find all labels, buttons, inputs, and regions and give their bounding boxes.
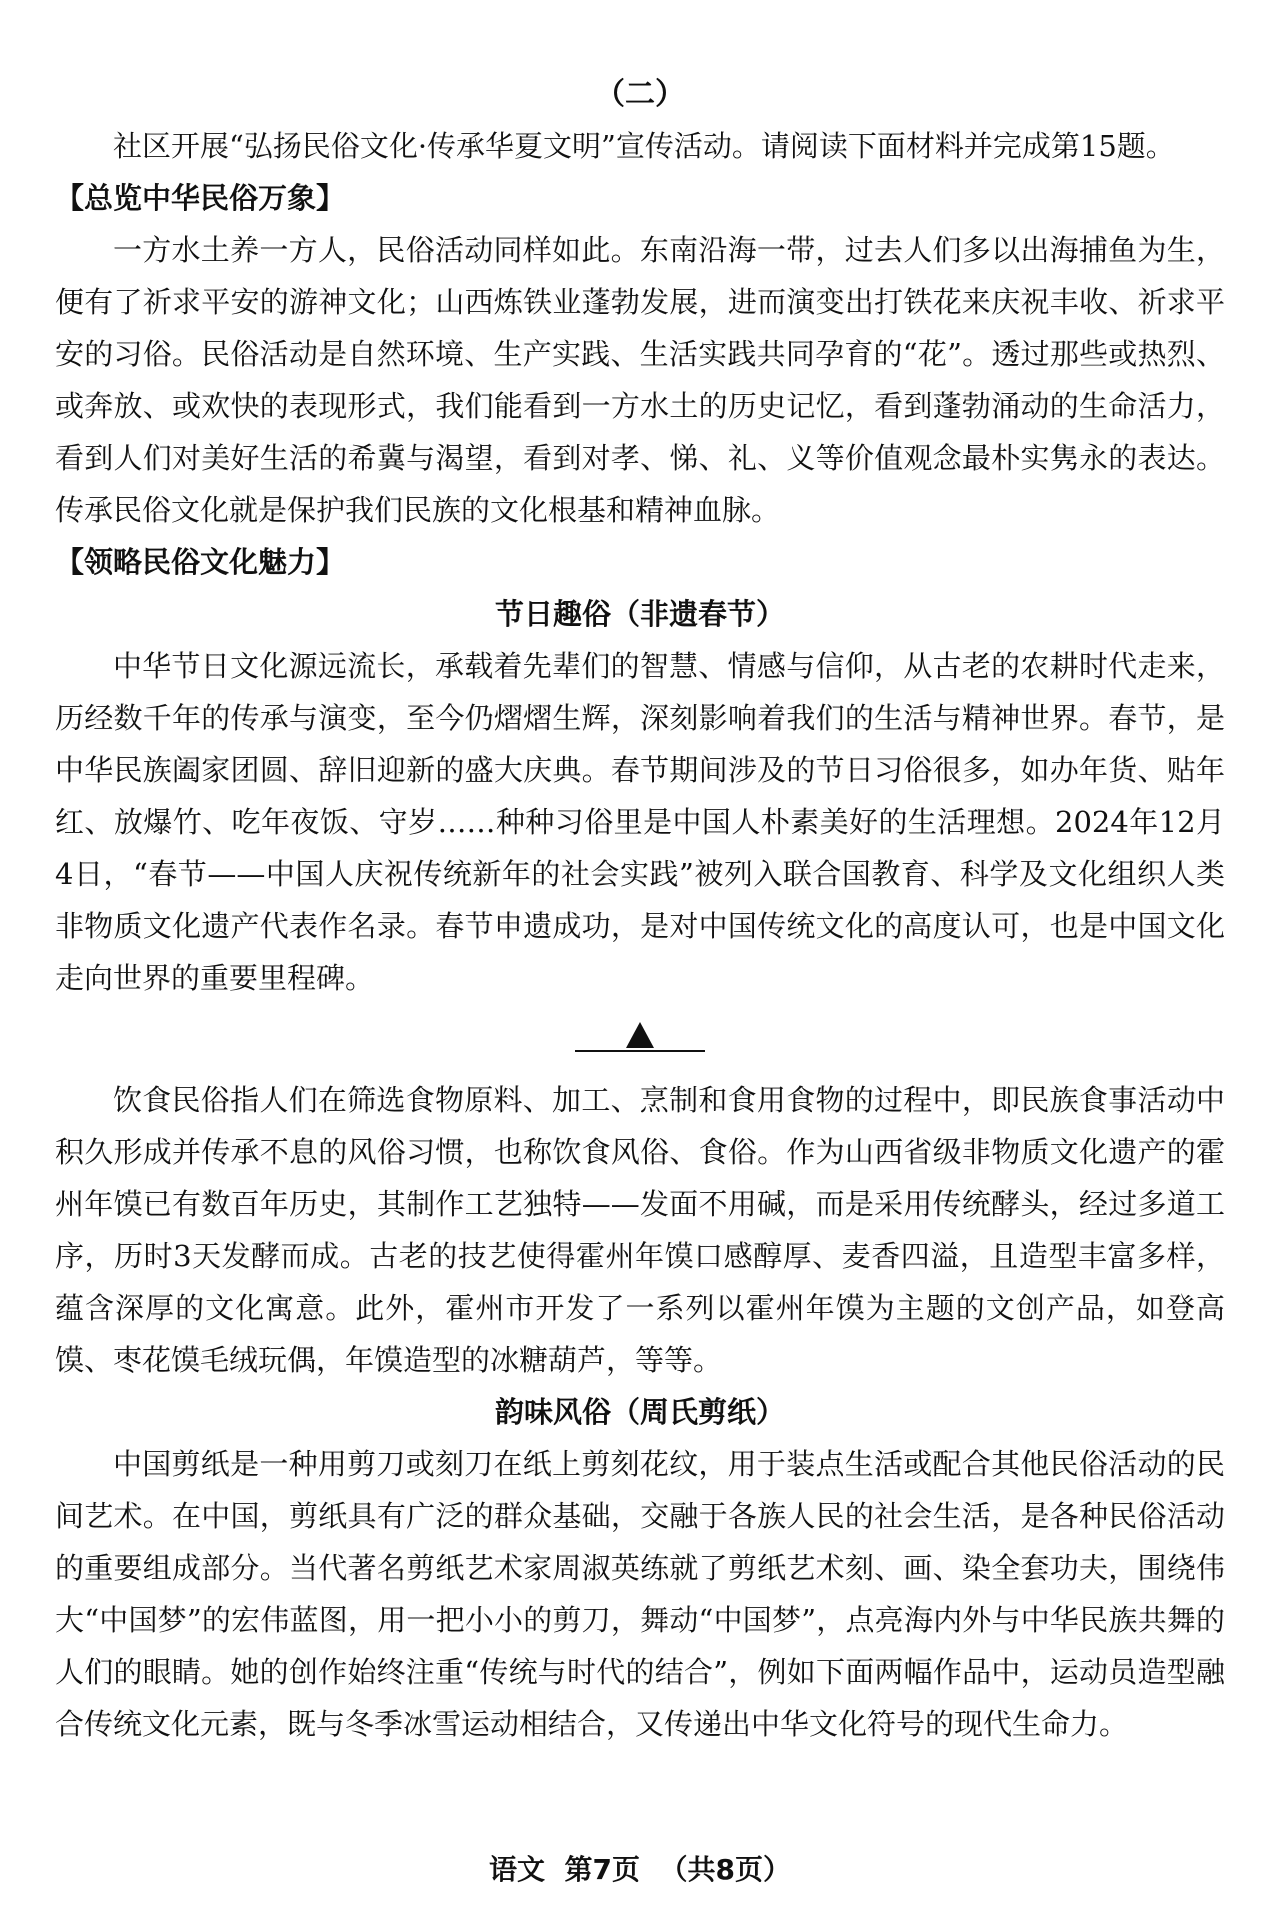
divider-line bbox=[575, 1050, 705, 1052]
part2-heading: 【领略民俗文化魅力】 bbox=[55, 545, 346, 579]
page-footer: 语文 第7页 （共8页） bbox=[489, 1853, 791, 1886]
festival-title: 节日趣俗（非遗春节） bbox=[494, 597, 785, 631]
triangle-divider bbox=[55, 1010, 1225, 1070]
papercut-paragraph: 中国剪纸是一种用剪刀或刻刀在纸上剪刻花纹，用于装点生活或配合其他民俗活动的民间艺术。在中国，剪纸具有广泛的群众基础，交融于各族人民的社会生活，是各种民俗活动的重要组成部分。当代著名剪纸艺术家周淑英练就了剪纸艺术刻、画、染全套功夫，围绕伟大“中国梦”的宏伟蓝图，用一把小小的剪刀，舞动“中国梦”，点亮海内外与中华民族共舞的人们的眼睛。她的创作始终注重“传统与时代的结合”，例如下面两幅作品中，运动员造型融合传统文化元素，既与冬季冰雪运动相结合，又传递出中华文化符号的现代生命力。 bbox=[55, 1447, 1225, 1741]
part1-heading: 【总览中华民俗万象】 bbox=[55, 181, 346, 215]
exam-page bbox=[55, 70, 1225, 1750]
festival-paragraph: 中华节日文化源远流长，承载着先辈们的智慧、情感与信仰，从古老的农耕时代走来，历经数千年的传承与演变，至今仍熠熠生辉，深刻影响着我们的生活与精神世界。春节，是中华民族阖家团圆、辞旧迎新的盛大庆典。春节期间涉及的节日习俗很多，如办年货、贴年红、放爆竹、吃年夜饭、守岁……种种习俗里是中国人朴素美好的生活理想。2024年12月4日，“春节——中国人庆祝传统新年的社会实践”被列入联合国教育、科学及文化组织人类非物质文化遗产代表作名录。春节申遗成功，是对中国传统文化的高度认可，也是中国文化走向世界的重要里程碑。 bbox=[55, 649, 1225, 995]
papercut-title: 韵味风俗（周氏剪纸） bbox=[494, 1395, 785, 1429]
intro-paragraph: 社区开展“弘扬民俗文化·传承华夏文明”宣传活动。请阅读下面材料并完成第15题。 bbox=[113, 129, 1175, 163]
part1-paragraph: 一方水土养一方人，民俗活动同样如此。东南沿海一带，过去人们多以出海捕鱼为生，便有了祈求平安的游神文化；山西炼铁业蓬勃发展，进而演变出打铁花来庆祝丰收、祈求平安的习俗。民俗活动是自然环境、生产实践、生活实践共同孕育的“花”。透过那些或热烈、或奔放、或欢快的表现形式，我们能看到一方水土的历史记忆，看到蓬勃涌动的生命活力，看到人们对美好生活的希冀与渴望，看到对孝、悌、礼、义等价值观念最朴实隽永的表达。传承民俗文化就是保护我们民族的文化根基和精神血脉。 bbox=[55, 233, 1225, 527]
section-heading: （二） bbox=[595, 77, 685, 112]
food-paragraph: 饮食民俗指人们在筛选食物原料、加工、烹制和食用食物的过程中，即民族食事活动中积久形成并传承不息的风俗习惯，也称饮食风俗、食俗。作为山西省级非物质文化遗产的霍州年馍已有数百年历史，其制作工艺独特——发面不用碱，而是采用传统酵头，经过多道工序，历时3天发酵而成。古老的技艺使得霍州年馍口感醇厚、麦香四溢，且造型丰富多样，蕴含深厚的文化寓意。此外，霍州市开发了一系列以霍州年馍为主题的文创产品，如登高馍、枣花馍毛绒玩偶，年馍造型的冰糖葫芦，等等。 bbox=[55, 1083, 1225, 1377]
triangle-icon bbox=[626, 1022, 654, 1048]
